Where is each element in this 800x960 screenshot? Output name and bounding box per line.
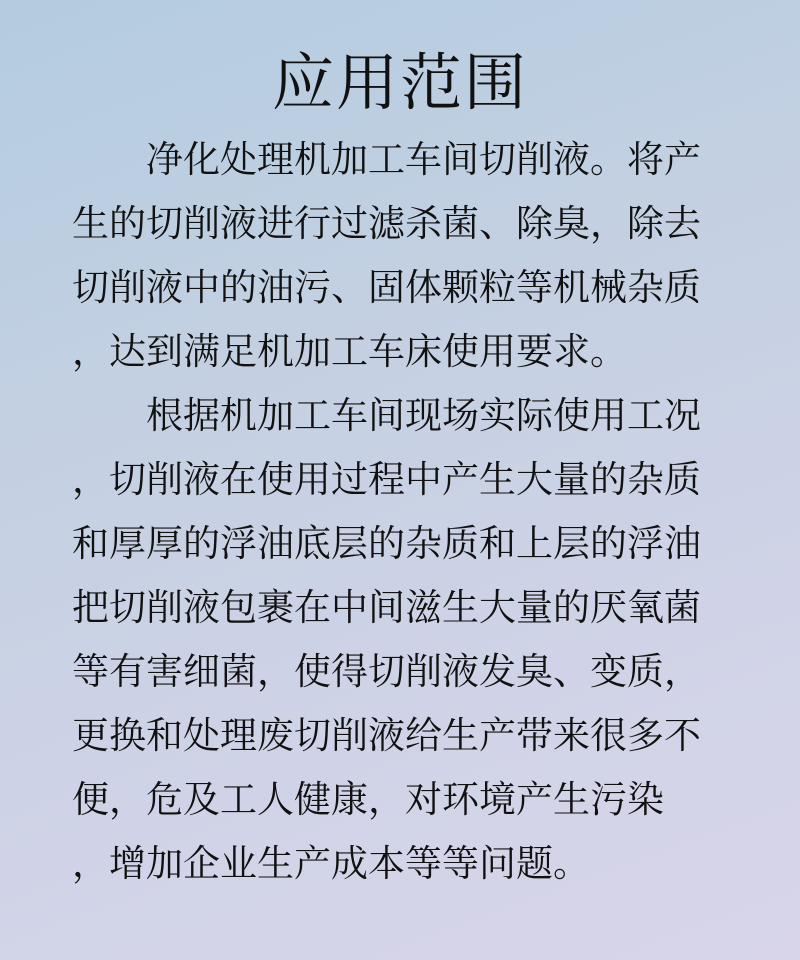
paragraph-2-line-3: 和厚厚的浮油底层的杂质和上层的浮油 <box>72 522 701 565</box>
page-title: 应用范围 <box>271 46 528 119</box>
paragraph-2-line-6: 更换和处理废切削液给生产带来很多不 <box>72 714 701 757</box>
paragraph-1-line-3: 切削液中的油污、固体颗粒等机械杂质 <box>72 266 701 309</box>
paragraph-1-line-2: 生的切削液进行过滤杀菌、除臭，除去 <box>72 202 701 245</box>
paragraph-2-line-1: 根据机加工车间现场实际使用工况 <box>146 394 701 437</box>
paragraph-2-line-7: 便，危及工人健康，对环境产生污染 <box>72 778 664 821</box>
paragraph-2-line-5: 等有害细菌，使得切削液发臭、变质， <box>72 650 701 693</box>
paragraph-2-line-4: 把切削液包裹在中间滋生大量的厌氧菌 <box>72 586 701 629</box>
paragraph-1-line-1: 净化处理机加工车间切削液。将产 <box>146 138 701 181</box>
paragraph-1-line-4: ，达到满足机加工车床使用要求。 <box>72 330 627 373</box>
paragraph-2-line-8: ，增加企业生产成本等等问题。 <box>72 842 590 885</box>
paragraph-2-line-2: ，切削液在使用过程中产生大量的杂质 <box>72 458 701 501</box>
body-text <box>72 128 732 896</box>
